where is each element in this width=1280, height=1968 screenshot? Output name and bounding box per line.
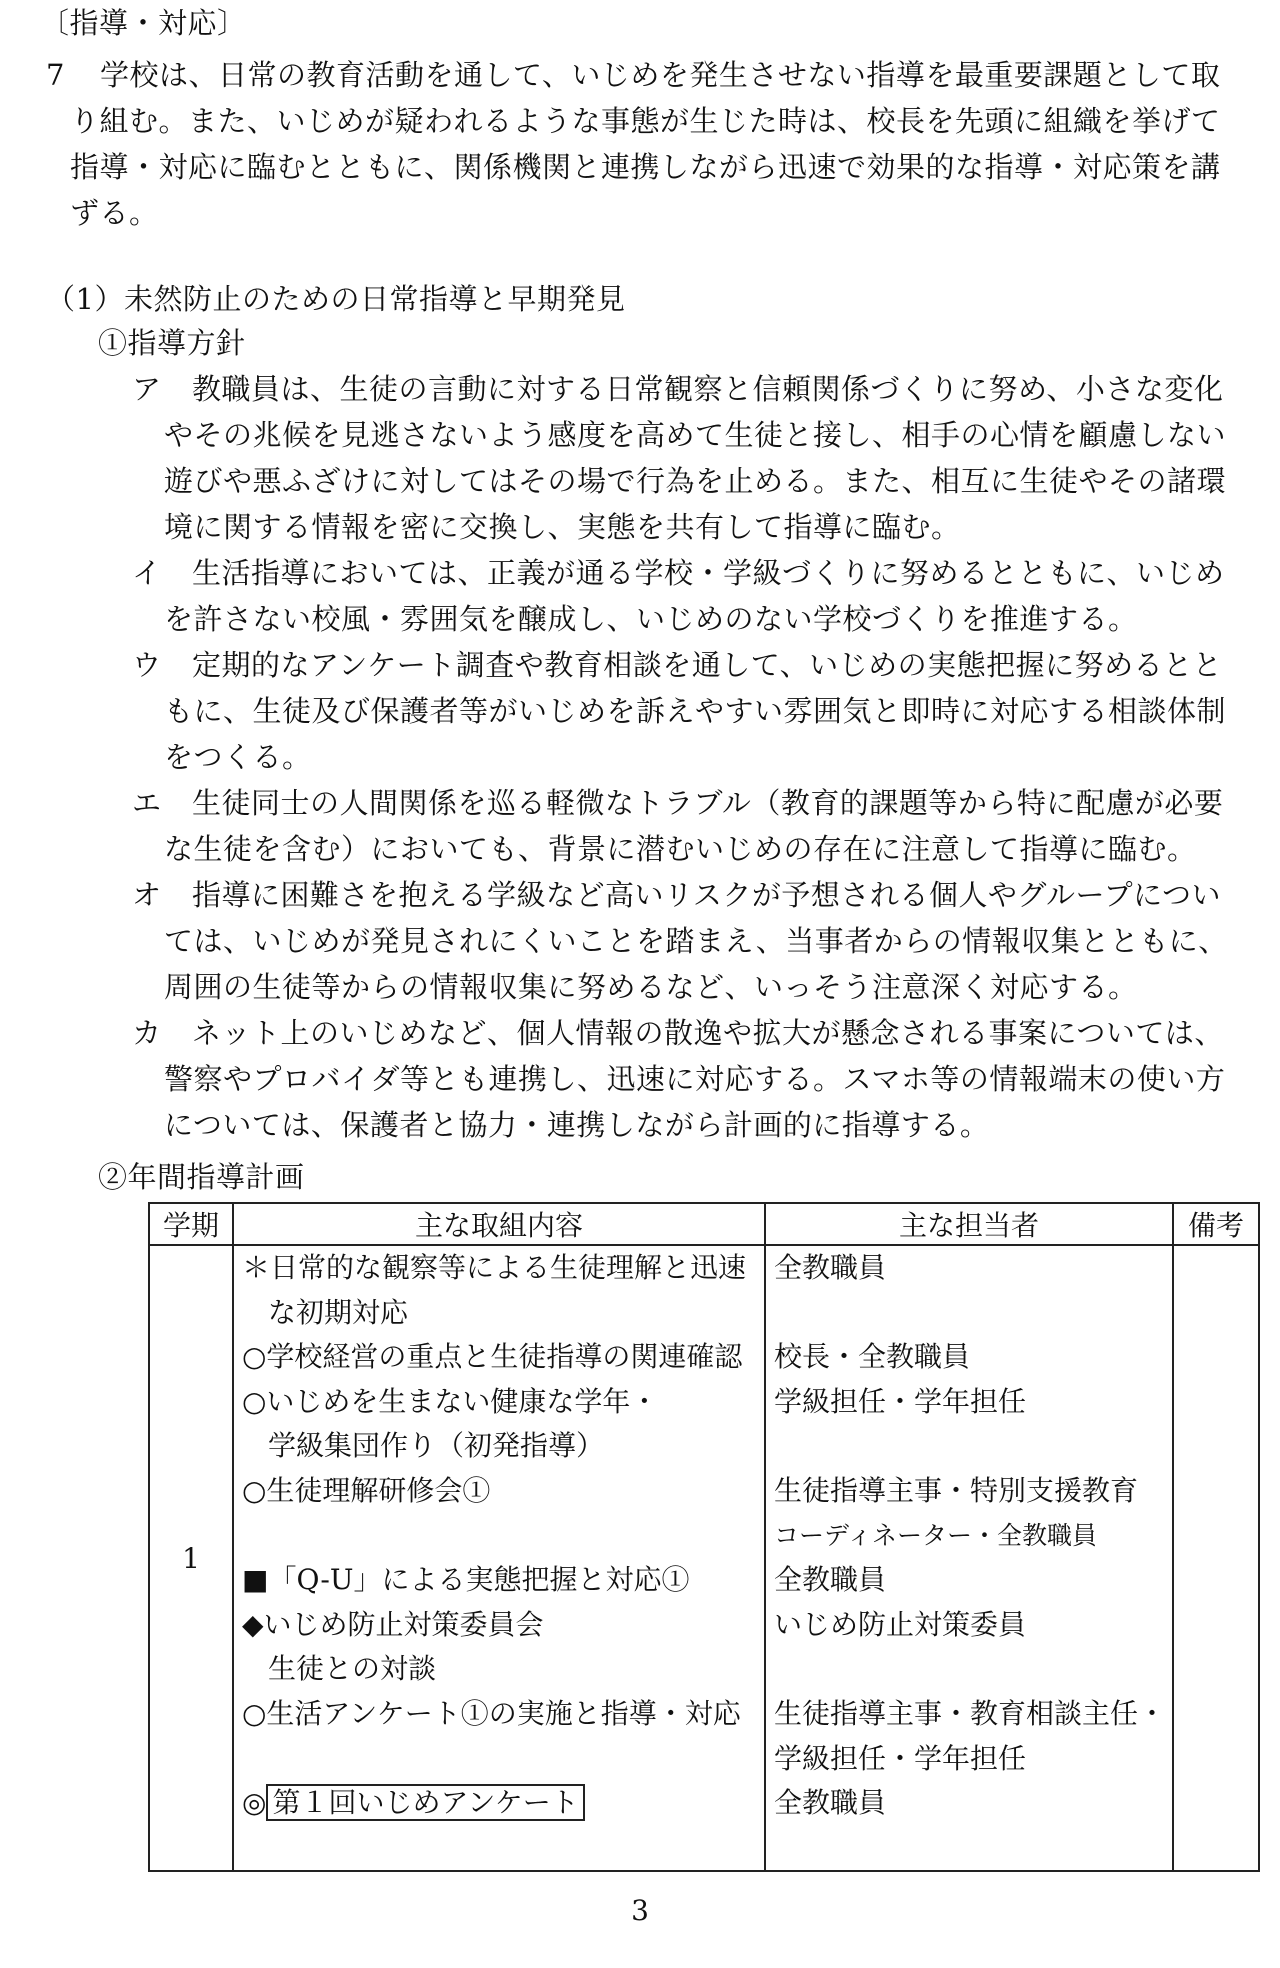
- content-line: 学級集団作り（初発指導）: [268, 1429, 605, 1463]
- item-mark: カ: [132, 1016, 162, 1050]
- item-line: 周囲の生徒等からの情報収集に努めるなど、いっそう注意深く対応する。: [164, 970, 1138, 1004]
- staff-line: 全教職員: [774, 1563, 887, 1597]
- staff-line: [766, 1826, 1172, 1871]
- content-line: な初期対応: [268, 1295, 409, 1329]
- table-header-row: [149, 1203, 1259, 1245]
- staff-line: 校長・全教職員: [774, 1340, 971, 1374]
- item-line: やその兆候を見逃さないよう感度を高めて生徒と接し、相手の心情を顧慮しない: [164, 418, 1227, 452]
- term-cell: 1: [149, 1245, 233, 1871]
- item-line: ネット上のいじめなど、個人情報の散逸や拡大が懸念される事案については、: [192, 1016, 1224, 1050]
- policy-line: 指導・対応に臨むとともに、関係機関と連携しながら迅速で効果的な指導・対応策を講: [70, 150, 1221, 184]
- item-line: 生徒同士の人間関係を巡る軽微なトラブル（教育的課題等から特に配慮が必要: [192, 786, 1224, 820]
- section-title: （1）未然防止のための日常指導と早期発見: [46, 282, 626, 316]
- staff-line: [766, 1291, 1172, 1336]
- staff-line: [766, 1647, 1172, 1692]
- boxed-item: 第１回いじめアンケート: [266, 1784, 584, 1821]
- policy-line: 学校は、日常の教育活動を通して、いじめを発生させない指導を最重要課題として取: [100, 58, 1221, 92]
- staff-line: 学級担任・学年担任: [774, 1741, 1027, 1775]
- staff-line: コーディネーター・全教職員: [774, 1520, 1098, 1550]
- header-staff: 主な担当者: [765, 1203, 1173, 1245]
- policy-line: ずる。: [70, 196, 159, 230]
- staff-line: 生徒指導主事・教育相談主任・: [774, 1696, 1167, 1730]
- item-mark: エ: [132, 786, 162, 820]
- item-line: もに、生徒及び保護者等がいじめを訴えやすい雰囲気と即時に対応する相談体制: [164, 694, 1227, 728]
- staff-line: [766, 1424, 1172, 1469]
- item-line: 遊びや悪ふざけに対してはその場で行為を止める。また、相互に生徒やその諸環: [164, 464, 1227, 498]
- staff-line: 生徒指導主事・特別支援教育: [774, 1473, 1139, 1507]
- item-line: 警察やプロバイダ等とも連携し、迅速に対応する。スマホ等の情報端末の使い方: [164, 1062, 1226, 1096]
- section-heading: 〔指導・対応〕: [40, 6, 247, 40]
- item-line: を許さない校風・雰囲気を醸成し、いじめのない学校づくりを推進する。: [164, 602, 1138, 636]
- subsection-title: ②年間指導計画: [98, 1160, 305, 1194]
- content-line: ○生活アンケート①の実施と指導・対応: [242, 1696, 741, 1730]
- item-mark: ア: [132, 372, 162, 406]
- item-mark: オ: [132, 878, 162, 912]
- item-mark: ウ: [132, 648, 162, 682]
- subsection-title: ①指導方針: [98, 326, 246, 360]
- item-line: な生徒を含む）においても、背景に潜むいじめの存在に注意して指導に臨む。: [164, 832, 1197, 866]
- item-mark: イ: [132, 556, 162, 590]
- content-line: ○生徒理解研修会①: [242, 1473, 491, 1507]
- double-circle-mark: ◎: [242, 1786, 267, 1820]
- remarks-cell: [1173, 1245, 1259, 1871]
- item-line: 定期的なアンケート調査や教育相談を通して、いじめの実態把握に努めるとと: [192, 648, 1223, 682]
- page-number: 3: [631, 1894, 649, 1927]
- staff-cell: [765, 1245, 1173, 1871]
- header-term: 学期: [149, 1203, 233, 1245]
- item-line: 境に関する情報を密に交換し、実態を共有して指導に臨む。: [164, 510, 961, 544]
- header-remarks: 備考: [1173, 1203, 1259, 1245]
- item-line: 指導に困難さを抱える学級など高いリスクが予想される個人やグループについ: [192, 878, 1222, 912]
- policy-number: 7: [46, 58, 65, 92]
- content-line: ＊日常的な観察等による生徒理解と迅速: [242, 1251, 747, 1284]
- staff-line: 全教職員: [774, 1786, 887, 1820]
- policy-line: り組む。また、いじめが疑われるような事態が生じた時は、校長を先頭に組織を挙げて: [70, 104, 1221, 138]
- item-line: 生活指導においては、正義が通る学校・学級づくりに努めるとともに、いじめ: [192, 556, 1225, 590]
- content-line: ■「Q-U」による実態把握と対応①: [242, 1563, 690, 1597]
- staff-line: いじめ防止対策委員: [774, 1607, 1027, 1641]
- item-line: については、保護者と協力・連携しながら計画的に指導する。: [164, 1108, 990, 1142]
- content-line-boxed: [234, 1781, 764, 1826]
- content-line: [234, 1737, 764, 1782]
- staff-line: 学級担任・学年担任: [774, 1384, 1027, 1418]
- content-line: ○いじめを生まない健康な学年・: [242, 1384, 659, 1418]
- item-line: をつくる。: [164, 740, 312, 774]
- content-cell: [233, 1245, 765, 1871]
- header-content: 主な取組内容: [233, 1203, 765, 1245]
- content-line: ◆いじめ防止対策委員会: [242, 1607, 544, 1641]
- table-row: [149, 1245, 1259, 1871]
- content-line: [234, 1514, 764, 1559]
- item-line: 教職員は、生徒の言動に対する日常観察と信頼関係づくりに努め、小さな変化: [192, 372, 1224, 406]
- content-line: 生徒との対談: [268, 1652, 437, 1686]
- annual-plan-table: [148, 1202, 1260, 1872]
- staff-line: 全教職員: [774, 1251, 887, 1284]
- item-line: ては、いじめが発見されにくいことを踏まえ、当事者からの情報収集とともに、: [164, 924, 1228, 958]
- content-line: [234, 1826, 764, 1871]
- content-line: ○学校経営の重点と生徒指導の関連確認: [242, 1340, 743, 1374]
